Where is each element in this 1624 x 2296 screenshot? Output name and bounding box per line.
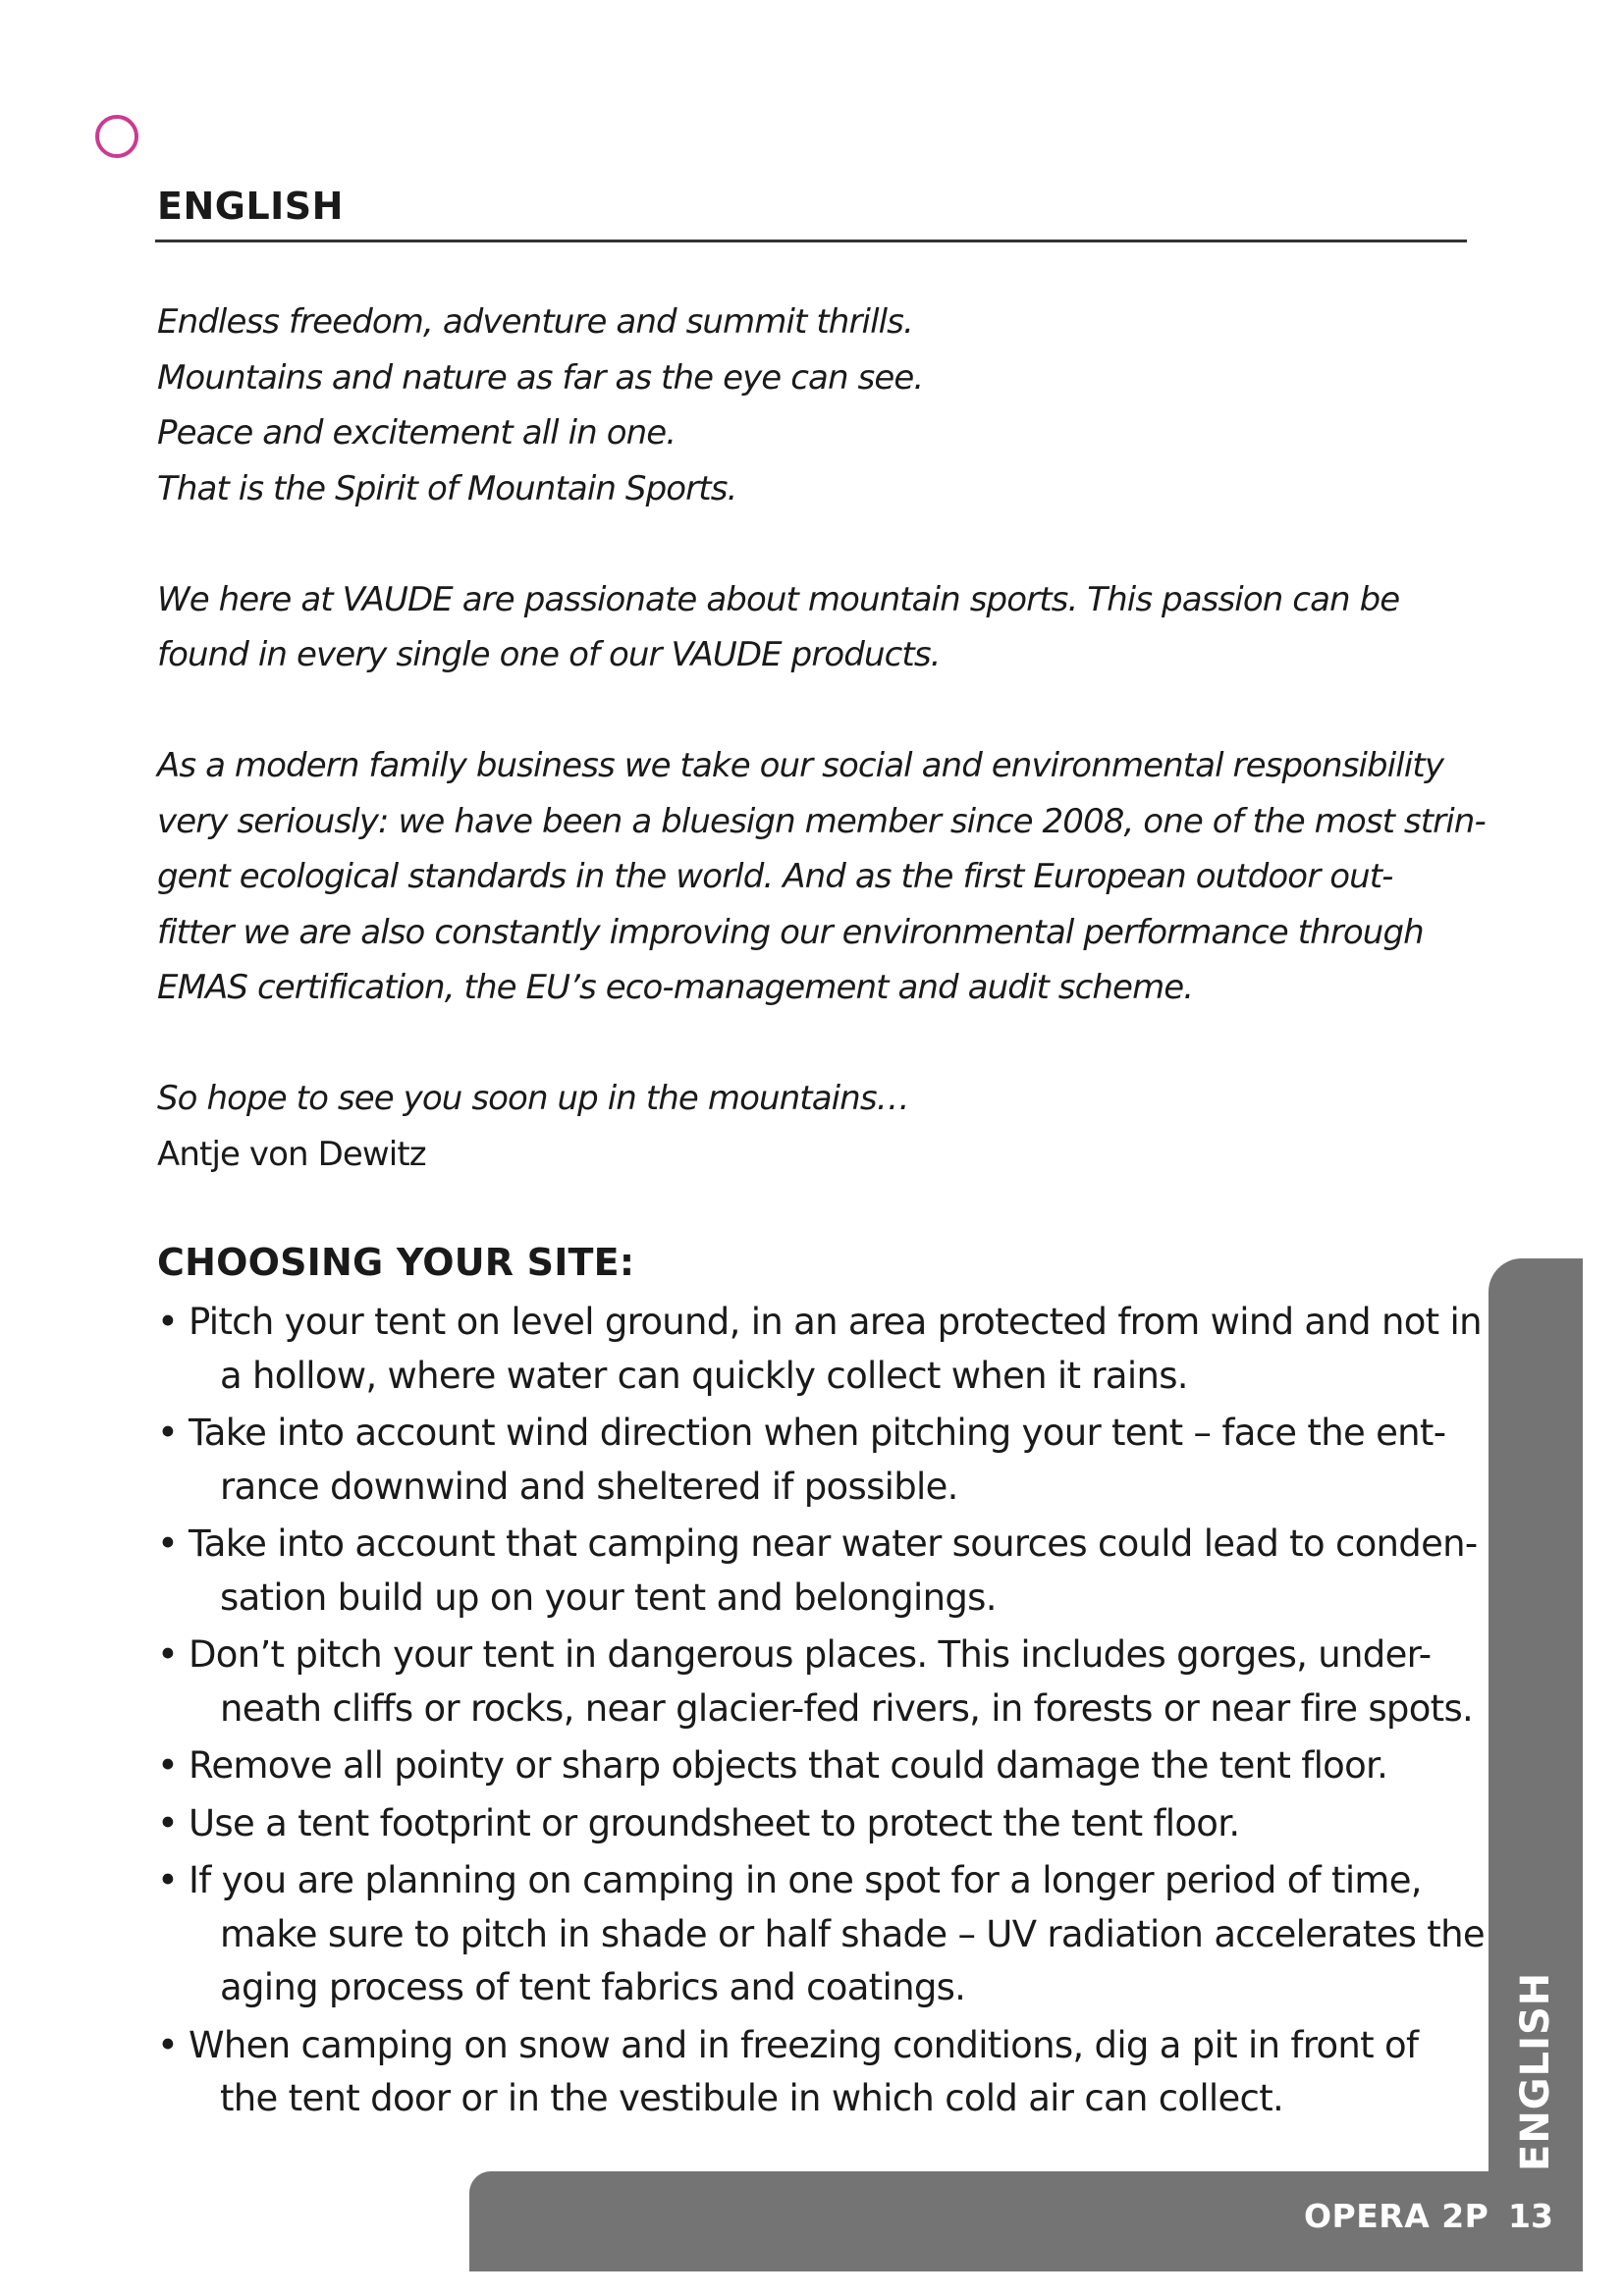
bullet-item [157, 1296, 1482, 1403]
bullet-line: • Remove all pointy or sharp objects that could damage the tent floor. [189, 1744, 1388, 1787]
bullet-line: make sure to pitch in shade or half shade – UV radiation accelerates the [220, 1912, 1485, 1955]
circle-marker-icon [95, 115, 138, 158]
bullet-item [157, 1518, 1478, 1625]
intro-closing [157, 1071, 1473, 1182]
closing-line: So hope to see you soon up in the mountains… [157, 1079, 909, 1118]
bullet-line: • When camping on snow and in freezing conditions, dig a pit in front of [189, 2023, 1419, 2066]
bullet-item [157, 1739, 1434, 1793]
intro-line: gent ecological standards in the world. And as the first European outdoor out- [157, 857, 1393, 896]
bullet-line: • Use a tent footprint or groundsheet to protect the tent floor. [189, 1801, 1240, 1844]
section-title: ENGLISH [157, 185, 344, 228]
bullet-item [157, 2019, 1434, 2126]
bullet-line: rance downwind and sheltered if possible. [220, 1465, 958, 1508]
bullet-line: aging process of tent fabrics and coatings. [220, 1966, 966, 2008]
bullet-item [157, 1854, 1485, 2015]
bullet-line: sation build up on your tent and belongings. [220, 1575, 997, 1619]
bullet-line: neath cliffs or rocks, near glacier-fed rivers, in forests or near fire spots. [220, 1686, 1474, 1730]
footer-product-name: OPERA 2P [1304, 2197, 1489, 2235]
bullet-item [157, 1629, 1474, 1735]
bullet-line: • Take into account that camping near water sources could lead to conden- [189, 1522, 1478, 1565]
intro-line: EMAS certification, the EU’s eco-management and audit scheme. [157, 968, 1194, 1007]
bullet-line: • Pitch your tent on level ground, in an area protected from wind and not in [189, 1301, 1482, 1343]
intro-paragraph [157, 738, 1486, 1016]
site-heading: CHOOSING YOUR SITE: [157, 1241, 635, 1284]
bullet-line: the tent door or in the vestibule in which cold air can collect. [220, 2077, 1284, 2119]
bullet-line: a hollow, where water can quickly collect when it rains. [220, 1354, 1188, 1397]
signature: Antje von Dewitz [157, 1134, 426, 1174]
side-tab-label: ENGLISH [1513, 1971, 1558, 2171]
intro-paragraph [157, 572, 1473, 683]
title-divider [155, 240, 1467, 242]
intro-line: We here at VAUDE are passionate about mountain sports. This passion can be [157, 579, 1400, 619]
bullet-item [157, 1407, 1446, 1514]
intro-line: very seriously: we have been a bluesign member since 2008, one of the most strin- [157, 801, 1486, 841]
site-bullet-list [157, 1296, 1485, 2130]
bullet-line: • Don’t pitch your tent in dangerous places. This includes gorges, under- [189, 1633, 1432, 1676]
intro-paragraph [157, 294, 1473, 516]
intro-line: found in every single one of our VAUDE products. [157, 635, 941, 674]
intro-line: That is the Spirit of Mountain Sports. [157, 468, 737, 508]
intro-line: Peace and excitement all in one. [157, 413, 677, 453]
intro-text [157, 294, 1486, 1182]
intro-line: Endless freedom, adventure and summit thrills. [157, 302, 913, 342]
intro-line: fitter we are also constantly improving our environmental performance through [157, 912, 1424, 952]
intro-line: Mountains and nature as far as the eye can see. [157, 357, 924, 398]
intro-line: As a modern family business we take our social and environmental responsibility [157, 746, 1444, 785]
page-number: 13 [1508, 2197, 1553, 2235]
bullet-item [157, 1797, 1434, 1851]
bullet-line: • Take into account wind direction when pitching your tent – face the ent- [189, 1412, 1446, 1454]
bullet-line: • If you are planning on camping in one spot for a longer period of time, [189, 1859, 1422, 1901]
